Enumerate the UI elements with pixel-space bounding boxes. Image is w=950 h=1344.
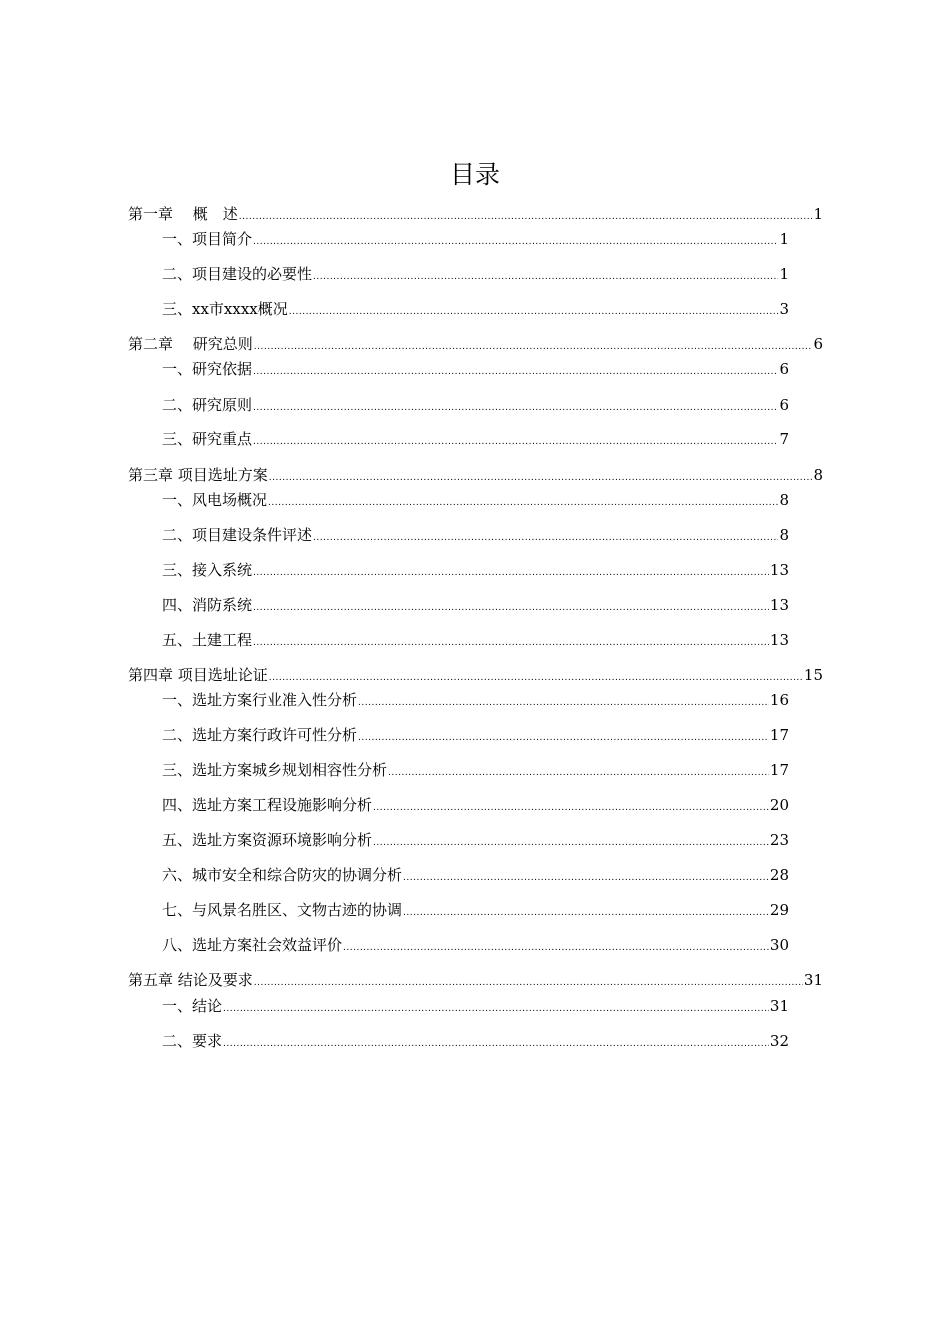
toc-page-number: 8 bbox=[779, 491, 789, 509]
toc-entry-label: 二、项目建设条件评述 bbox=[162, 526, 313, 544]
toc-page-number: 28 bbox=[769, 866, 789, 884]
toc-section-entry[interactable] bbox=[162, 227, 789, 247]
toc-section-entry[interactable] bbox=[162, 898, 789, 918]
toc-entry-label: 五、选址方案资源环境影响分析 bbox=[162, 831, 373, 849]
toc-entry-label: 三、接入系统 bbox=[162, 561, 253, 579]
toc-section-entry[interactable] bbox=[162, 1029, 789, 1049]
toc-section-entry[interactable] bbox=[162, 758, 789, 778]
toc-chapter-entry[interactable] bbox=[128, 202, 823, 222]
toc-page-number: 29 bbox=[769, 901, 789, 919]
toc-entry-label: 二、研究原则 bbox=[162, 396, 253, 414]
toc-section-entry[interactable] bbox=[162, 357, 789, 377]
toc-entry-label: 二、项目建设的必要性 bbox=[162, 265, 313, 283]
toc-page-number: 17 bbox=[769, 726, 789, 744]
toc-entry-label: 四、选址方案工程设施影响分析 bbox=[162, 796, 373, 814]
toc-section-entry[interactable] bbox=[162, 488, 789, 508]
toc-page-number: 30 bbox=[769, 936, 789, 954]
toc-section-entry[interactable] bbox=[162, 558, 789, 578]
toc-entry-label: 二、选址方案行政许可性分析 bbox=[162, 726, 358, 744]
toc-page-number: 17 bbox=[769, 761, 789, 779]
toc-section-entry[interactable] bbox=[162, 688, 789, 708]
toc-entry-label: 三、研究重点 bbox=[162, 430, 253, 448]
toc-dot-leader bbox=[289, 297, 779, 317]
toc-chapter-entry[interactable] bbox=[128, 968, 823, 988]
toc-section-entry[interactable] bbox=[162, 793, 789, 813]
toc-section-entry[interactable] bbox=[162, 297, 789, 317]
toc-dot-leader bbox=[253, 393, 778, 413]
toc-page-number: 8 bbox=[779, 526, 789, 544]
toc-entry-label: 一、选址方案行业准入性分析 bbox=[162, 691, 358, 709]
page-title: 目录 bbox=[449, 160, 500, 189]
toc-section-entry[interactable] bbox=[162, 994, 789, 1014]
toc-page-number: 3 bbox=[779, 300, 789, 318]
toc-dot-leader bbox=[253, 558, 769, 578]
toc-section-entry[interactable] bbox=[162, 593, 789, 613]
toc-entry-label: 一、风电场概况 bbox=[162, 491, 268, 509]
toc-dot-leader bbox=[223, 994, 769, 1014]
toc-page-number: 31 bbox=[803, 971, 823, 989]
toc-dot-leader bbox=[254, 968, 803, 988]
toc-entry-label: 第五章 结论及要求 bbox=[128, 971, 253, 989]
toc-entry-label: 八、选址方案社会效益评价 bbox=[162, 936, 343, 954]
toc-page-number: 6 bbox=[779, 396, 789, 414]
toc-page-number: 15 bbox=[803, 666, 823, 684]
toc-page-number: 20 bbox=[769, 796, 789, 814]
toc-entry-label: 一、结论 bbox=[162, 997, 223, 1015]
toc-section-entry[interactable] bbox=[162, 863, 789, 883]
toc-dot-leader bbox=[313, 523, 778, 543]
toc-entry-label: 四、消防系统 bbox=[162, 596, 253, 614]
toc-section-entry[interactable] bbox=[162, 427, 789, 447]
toc-entry-label: 一、研究依据 bbox=[162, 360, 253, 378]
toc-entry-label: 一、项目简介 bbox=[162, 230, 253, 248]
toc-section-entry[interactable] bbox=[162, 628, 789, 648]
toc-dot-leader bbox=[373, 828, 769, 848]
toc-section-entry[interactable] bbox=[162, 828, 789, 848]
toc-section-entry[interactable] bbox=[162, 262, 789, 282]
toc-section-entry[interactable] bbox=[162, 523, 789, 543]
toc-page-number: 23 bbox=[769, 831, 789, 849]
toc-entry-label: 二、要求 bbox=[162, 1032, 223, 1050]
toc-entry-label: 第三章 项目选址方案 bbox=[128, 466, 268, 484]
toc-dot-leader bbox=[253, 427, 778, 447]
toc-dot-leader bbox=[254, 332, 813, 352]
toc-dot-leader bbox=[269, 463, 813, 483]
toc-page-number: 13 bbox=[769, 596, 789, 614]
toc-section-entry[interactable] bbox=[162, 933, 789, 953]
toc-dot-leader bbox=[269, 663, 803, 683]
toc-entry-label: 第二章 研究总则 bbox=[128, 335, 253, 353]
toc-page-number: 6 bbox=[813, 335, 823, 353]
toc-entry-label: 三、选址方案城乡规划相容性分析 bbox=[162, 761, 388, 779]
toc-dot-leader bbox=[403, 863, 769, 883]
toc-section-entry[interactable] bbox=[162, 723, 789, 743]
toc-page-number: 1 bbox=[779, 265, 789, 283]
toc-page-number: 7 bbox=[779, 430, 789, 448]
toc-page-number: 16 bbox=[769, 691, 789, 709]
toc-dot-leader bbox=[358, 723, 769, 743]
toc-page-number: 8 bbox=[813, 466, 823, 484]
toc-entry-label: 第一章 概 述 bbox=[128, 205, 238, 223]
toc-chapter-entry[interactable] bbox=[128, 663, 823, 683]
toc-entry-label: 三、xx市xxxx概况 bbox=[162, 300, 288, 318]
toc-page-number: 13 bbox=[769, 631, 789, 649]
toc-dot-leader bbox=[253, 593, 769, 613]
toc-page-number: 32 bbox=[769, 1032, 789, 1050]
toc-entry-label: 七、与风景名胜区、文物古迹的协调 bbox=[162, 901, 403, 919]
toc-page-number: 1 bbox=[813, 205, 823, 223]
toc-dot-leader bbox=[268, 488, 778, 508]
toc-chapter-entry[interactable] bbox=[128, 463, 823, 483]
toc-dot-leader bbox=[313, 262, 778, 282]
toc-dot-leader bbox=[388, 758, 769, 778]
toc-dot-leader bbox=[343, 933, 769, 953]
toc-page-number: 6 bbox=[779, 360, 789, 378]
toc-entry-label: 五、土建工程 bbox=[162, 631, 253, 649]
toc-dot-leader bbox=[239, 202, 813, 222]
toc-entry-label: 六、城市安全和综合防灾的协调分析 bbox=[162, 866, 403, 884]
toc-dot-leader bbox=[253, 227, 778, 247]
toc-page-number: 31 bbox=[769, 997, 789, 1015]
toc-dot-leader bbox=[253, 357, 778, 377]
toc-dot-leader bbox=[403, 898, 769, 918]
toc-dot-leader bbox=[253, 628, 769, 648]
toc-dot-leader bbox=[358, 688, 769, 708]
toc-page-number: 1 bbox=[779, 230, 789, 248]
toc-section-entry[interactable] bbox=[162, 393, 789, 413]
toc-page-number: 13 bbox=[769, 561, 789, 579]
toc-dot-leader bbox=[373, 793, 769, 813]
toc-chapter-entry[interactable] bbox=[128, 332, 823, 352]
toc-entry-label: 第四章 项目选址论证 bbox=[128, 666, 268, 684]
toc-dot-leader bbox=[223, 1029, 769, 1049]
